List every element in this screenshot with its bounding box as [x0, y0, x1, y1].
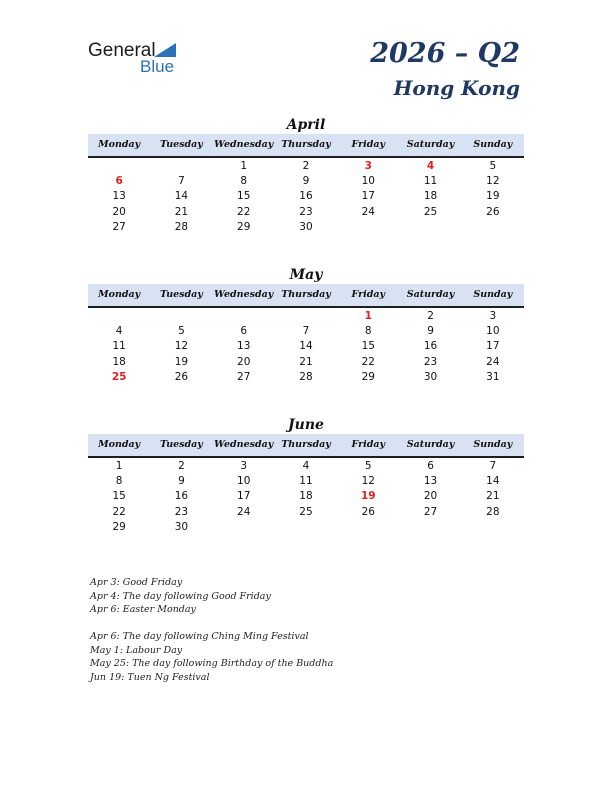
note-line: May 1: Labour Day — [90, 644, 183, 656]
day-cell — [213, 309, 275, 324]
day-cell: 18 — [299, 490, 313, 503]
day-cell: 22 — [112, 505, 126, 518]
day-cell: 30 — [174, 520, 189, 533]
weekday-label: Monday — [98, 139, 141, 150]
day-cell: 11 — [112, 340, 126, 353]
day-cell — [213, 520, 275, 535]
day-cell: 23 — [423, 355, 438, 368]
week-row — [88, 520, 524, 535]
day-cell: 14 — [299, 340, 313, 353]
day-cell: 12 — [486, 175, 500, 188]
day-cell: 13 — [423, 475, 438, 488]
holiday-day-cell: 1 — [364, 310, 372, 322]
day-cell — [337, 520, 399, 535]
note-line: May 25: The day following Birthday of the Buddha — [90, 658, 334, 670]
day-cell: 22 — [237, 205, 251, 218]
day-cell: 19 — [174, 355, 189, 368]
day-cell — [399, 220, 461, 235]
day-cell: 16 — [299, 190, 313, 203]
month-name: June — [288, 417, 324, 433]
day-cell: 29 — [237, 220, 251, 233]
day-cell: 8 — [115, 475, 123, 488]
week-row — [88, 505, 524, 520]
day-cell: 10 — [361, 175, 375, 188]
weekday-label: Saturday — [406, 139, 455, 150]
weekday-label: Tuesday — [160, 289, 203, 300]
day-cell: 28 — [299, 370, 313, 383]
region-title: Hong Kong — [393, 76, 520, 100]
day-cell: 20 — [423, 490, 438, 503]
day-cell: 3 — [240, 460, 248, 472]
month-calendar-april — [88, 116, 524, 235]
day-cell: 27 — [423, 505, 438, 518]
week-rows — [88, 158, 524, 235]
day-cell: 28 — [486, 505, 500, 518]
day-cell: 17 — [237, 490, 251, 503]
week-row — [88, 324, 524, 339]
week-row — [88, 220, 524, 235]
day-cell: 5 — [364, 460, 372, 472]
logo-triangle-icon — [154, 43, 176, 57]
day-cell: 20 — [237, 355, 251, 368]
day-cell: 20 — [112, 205, 126, 218]
weekday-label: Sunday — [473, 139, 513, 150]
day-cell: 24 — [237, 505, 251, 518]
holiday-day-cell: 4 — [426, 160, 435, 172]
day-cell: 18 — [423, 190, 438, 203]
day-cell: 25 — [299, 505, 313, 518]
note-line: Apr 6: Easter Monday — [90, 604, 196, 616]
day-cell: 1 — [115, 460, 123, 472]
weekday-header — [88, 284, 524, 308]
day-cell: 26 — [486, 205, 500, 218]
day-cell — [88, 309, 150, 324]
day-cell: 30 — [299, 220, 313, 233]
day-cell: 15 — [361, 340, 375, 353]
week-row — [88, 370, 524, 385]
day-cell: 5 — [178, 325, 185, 338]
day-cell — [337, 220, 399, 235]
day-cell: 21 — [486, 490, 500, 503]
day-cell: 6 — [427, 460, 434, 472]
logo-blue-text: Blue — [140, 57, 175, 76]
day-cell: 18 — [112, 355, 126, 368]
day-cell: 15 — [112, 490, 126, 503]
day-cell: 11 — [299, 475, 313, 488]
day-cell: 4 — [302, 460, 310, 472]
day-cell: 3 — [489, 310, 497, 322]
weekday-label: Friday — [351, 289, 386, 300]
day-cell: 13 — [112, 190, 126, 203]
day-cell: 25 — [423, 205, 438, 218]
month-name: April — [286, 117, 326, 133]
day-cell: 26 — [361, 505, 375, 518]
month-calendar-june — [88, 416, 524, 535]
day-cell: 14 — [174, 190, 189, 203]
week-row — [88, 174, 524, 189]
day-cell — [462, 520, 524, 535]
day-cell: 19 — [486, 190, 500, 203]
day-cell: 14 — [486, 475, 500, 488]
day-cell: 11 — [423, 175, 438, 188]
weekday-label: Sunday — [473, 289, 513, 300]
note-spacer — [90, 617, 333, 631]
day-cell: 27 — [112, 220, 126, 233]
logo-general-text: General — [88, 40, 156, 61]
day-cell: 2 — [427, 310, 434, 322]
day-cell: 17 — [361, 190, 375, 203]
day-cell: 2 — [178, 460, 185, 472]
week-row — [88, 189, 524, 204]
day-cell: 24 — [361, 205, 375, 218]
holiday-notes — [90, 576, 333, 685]
note-line: Apr 6: The day following Ching Ming Festival — [90, 631, 309, 643]
weekday-label: Sunday — [473, 439, 513, 450]
week-row — [88, 489, 524, 504]
weekday-label: Tuesday — [160, 139, 203, 150]
day-cell: 26 — [174, 370, 189, 383]
week-row — [88, 309, 524, 324]
day-cell: 29 — [112, 520, 126, 533]
weekday-label: Monday — [98, 289, 141, 300]
month-calendar-may — [88, 266, 524, 385]
day-cell: 6 — [240, 325, 248, 338]
day-cell: 21 — [174, 205, 189, 218]
day-cell: 12 — [174, 340, 189, 353]
day-cell: 27 — [237, 370, 251, 383]
day-cell: 5 — [489, 160, 497, 172]
day-cell: 23 — [299, 205, 313, 218]
day-cell: 28 — [174, 220, 189, 233]
week-rows — [88, 458, 524, 535]
weekday-label: Wednesday — [214, 139, 274, 150]
weekday-label: Thursday — [281, 439, 331, 450]
day-cell — [462, 220, 524, 235]
holiday-day-cell: 25 — [111, 370, 127, 383]
weekday-label: Saturday — [406, 289, 455, 300]
week-row — [88, 459, 524, 474]
week-row — [88, 205, 524, 220]
day-cell — [275, 309, 337, 324]
day-cell: 7 — [489, 460, 497, 472]
day-cell: 7 — [178, 175, 185, 188]
day-cell: 9 — [427, 325, 434, 338]
weekday-label: Wednesday — [214, 439, 274, 450]
weekday-label: Monday — [98, 439, 141, 450]
weekday-header — [88, 434, 524, 458]
page-title: 2026 – Q2 — [370, 38, 520, 69]
weekday-label: Thursday — [281, 139, 331, 150]
month-name: May — [289, 267, 323, 283]
day-cell: 23 — [174, 505, 189, 518]
day-cell: 9 — [178, 475, 185, 488]
day-cell: 1 — [240, 160, 248, 172]
day-cell — [88, 159, 150, 174]
day-cell — [150, 159, 212, 174]
weekday-label: Wednesday — [214, 289, 274, 300]
holiday-day-cell: 19 — [360, 490, 376, 503]
week-row — [88, 159, 524, 174]
day-cell: 31 — [486, 370, 500, 383]
day-cell: 17 — [486, 340, 500, 353]
weekday-label: Tuesday — [160, 439, 203, 450]
week-row — [88, 355, 524, 370]
day-cell: 22 — [361, 355, 375, 368]
day-cell: 7 — [302, 325, 310, 338]
day-cell: 12 — [361, 475, 375, 488]
holiday-day-cell: 3 — [364, 160, 372, 172]
day-cell: 10 — [486, 325, 500, 338]
weekday-label: Friday — [351, 439, 386, 450]
note-line: Apr 4: The day following Good Friday — [90, 590, 271, 602]
note-line: Jun 19: Tuen Ng Festival — [90, 672, 210, 684]
day-cell — [150, 309, 212, 324]
day-cell: 29 — [361, 370, 375, 383]
note-line: Apr 3: Good Friday — [90, 577, 183, 588]
day-cell: 16 — [423, 340, 438, 353]
day-cell: 8 — [364, 325, 372, 338]
day-cell: 9 — [302, 175, 310, 188]
week-rows — [88, 308, 524, 385]
day-cell: 13 — [237, 340, 251, 353]
weekday-label: Friday — [351, 139, 386, 150]
weekday-label: Thursday — [281, 289, 331, 300]
week-row — [88, 474, 524, 489]
day-cell: 15 — [237, 190, 251, 203]
day-cell: 10 — [237, 475, 251, 488]
day-cell: 4 — [115, 325, 123, 338]
day-cell: 2 — [302, 160, 310, 172]
day-cell — [275, 520, 337, 535]
day-cell: 8 — [240, 175, 248, 188]
day-cell: 30 — [423, 370, 438, 383]
day-cell: 16 — [174, 490, 189, 503]
weekday-label: Saturday — [406, 439, 455, 450]
day-cell: 24 — [486, 355, 500, 368]
day-cell: 21 — [299, 355, 313, 368]
weekday-header — [88, 134, 524, 158]
week-row — [88, 339, 524, 354]
holiday-day-cell: 6 — [115, 175, 123, 188]
day-cell — [399, 520, 461, 535]
